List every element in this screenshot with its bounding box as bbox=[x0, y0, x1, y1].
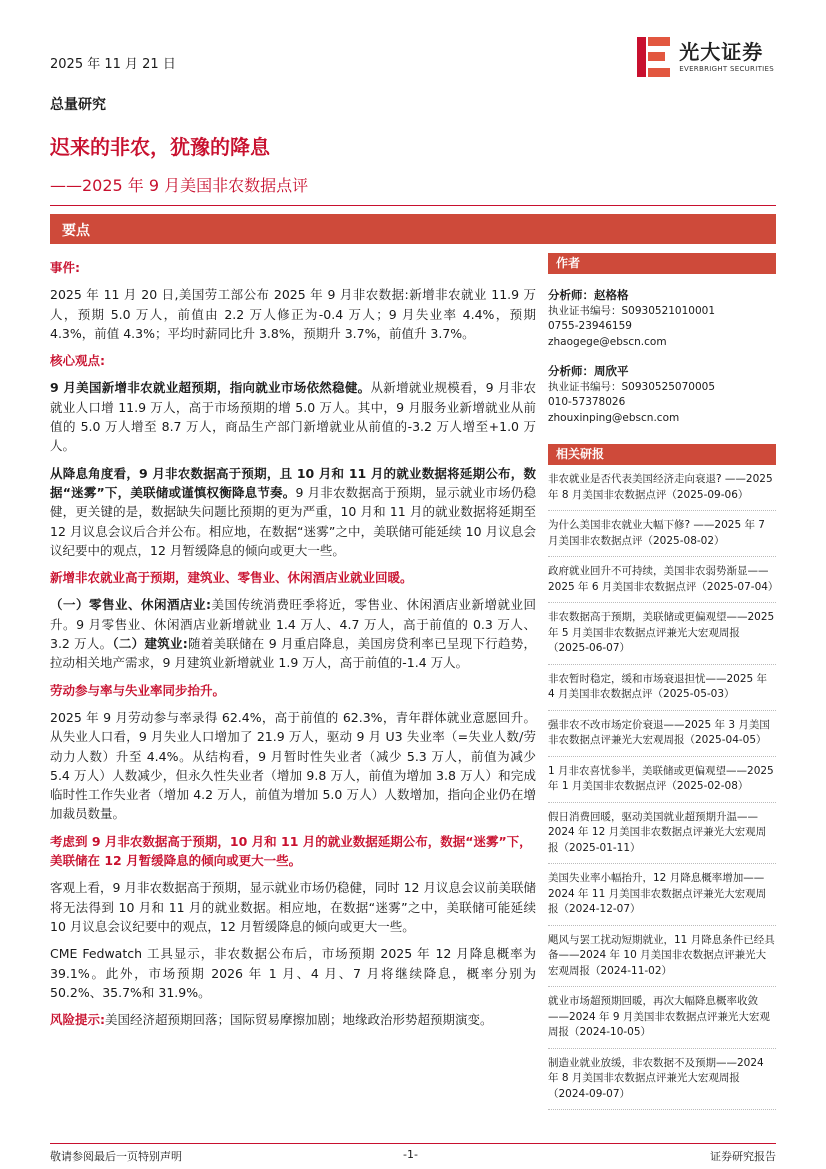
related-report-item[interactable]: 政府就业回升不可持续，美国非农弱势渐显——2025 年 6 月美国非农数据点评（2025-07-04） bbox=[548, 557, 776, 603]
analyst-name: 分析师：赵格格 bbox=[548, 288, 629, 302]
report-category: 总量研究 bbox=[50, 97, 106, 113]
key-points-label: 要点 bbox=[62, 223, 90, 239]
section-heading-1: 新增非农就业高于预期，建筑业、零售业、休闲酒店业就业回暖。 bbox=[50, 570, 413, 586]
related-report-item[interactable]: 非农数据高于预期，美联储或更偏观望——2025 年 5 月美国非农数据点评兼光大宏观周报（2025-06-07） bbox=[548, 603, 776, 665]
paragraph-2-body: 9 月非农数据高于预期，显示就业市场仍稳健，更关键的是，数据缺失问题比预期的更为严重，10 月和 11 月的就业数据将延期至 12 月议息会议后合并公布。相应地，在数据“迷雾”之中，美联储可能延续 10 月议息会议纪要中的观点，12 月暂缓降息的倾向或更大一些。 bbox=[50, 484, 536, 558]
paragraph-3-body-1: 美国传统消费旺季将近，零售业、休闲酒店业新增就业回升。9 月零售业、休闲酒店业新增就业 1.4 万人、4.7 万人，高于前值的 0.3 万人、3.2 万人。 bbox=[50, 597, 536, 652]
company-logo bbox=[637, 37, 774, 77]
footer-doc-type: 证券研究报告 bbox=[710, 1150, 776, 1163]
report-date: 2025 年 11 月 21 日 bbox=[50, 57, 176, 72]
paragraph-2 bbox=[50, 464, 536, 560]
related-report-item[interactable]: 强非农不改市场定价衰退——2025 年 3 月美国非农数据点评兼光大宏观周报（2025-04-05） bbox=[548, 711, 776, 757]
related-report-item[interactable]: 美国失业率小幅抬升，12 月降息概率增加——2024 年 11 月美国非农数据点评兼光大宏观周报（2024-12-07） bbox=[548, 864, 776, 926]
logo-en-text: EVERBRIGHT SECURITIES bbox=[679, 65, 774, 73]
core-heading: 核心观点: bbox=[50, 353, 105, 369]
analyst-cert: 执业证书编号：S0930525070005 bbox=[548, 380, 716, 393]
event-heading: 事件: bbox=[50, 260, 80, 275]
paragraph-5: 客观上看，9 月非农数据高于预期，显示就业市场仍稳健，同时 12 月议息会议前美联储将无法得到 10 月和 11 月的就业数据。相应地，在数据“迷雾”之中，美联储可能延续 10 月议息会议纪要中的观点，12 月暂缓降息的倾向或更大一些。 bbox=[50, 880, 536, 934]
analyst-phone: 0755-23946159 bbox=[548, 320, 632, 332]
logo-mark-icon bbox=[637, 37, 671, 77]
analyst-email[interactable]: zhaogege@ebscn.com bbox=[548, 335, 667, 348]
paragraph-1-lead: 9 月美国新增非农就业超预期，指向就业市场依然稳健。 bbox=[50, 380, 371, 396]
analyst-name: 分析师：周欣平 bbox=[548, 364, 629, 378]
report-subtitle: ——2025 年 9 月美国非农数据点评 bbox=[50, 176, 309, 195]
related-report-item[interactable]: 1 月非农喜忧参半，美联储或更偏观望——2025 年 1 月美国非农数据点评（2025-02-08） bbox=[548, 757, 776, 803]
key-points-banner bbox=[50, 214, 776, 244]
related-reports bbox=[548, 444, 779, 1110]
header-divider bbox=[50, 205, 776, 206]
related-heading: 相关研报 bbox=[548, 444, 776, 465]
paragraph-2-lead: 从降息角度看，9 月非农数据高于预期，且 10 月和 11 月的就业数据将延期公布，数据“迷雾”下，美联储或谨慎权衡降息节奏。 bbox=[50, 465, 536, 500]
risk-paragraph bbox=[50, 1010, 536, 1029]
paragraph-3-lead-2: （二）建筑业: bbox=[112, 636, 188, 652]
paragraph-4: 2025 年 9 月劳动参与率录得 62.4%，高于前值的 62.3%，青年群体就业意愿回升。从失业人口看，9 月失业人口增加了 21.9 万人，驱动 9 月 U3 失业率（=失业人数/劳动力人数）升至 4.4%。从结构看，9 月暂时性失业者（减少 5.3 万人，前值为减少 5.4 万人）人数减少，但永久性失业者（增加 9.8 万人，前值为增加 3.8 万人）和完成临时性工作失业者（增加 4.2 万人，前值为增加 5.0 万人）人数增加，指向企业仍在增加裁员数量。 bbox=[50, 709, 536, 822]
risk-label: 风险提示: bbox=[50, 1012, 105, 1028]
analyst-email[interactable]: zhouxinping@ebscn.com bbox=[548, 411, 680, 424]
section-heading-2: 劳动参与率与失业率同步抬升。 bbox=[50, 682, 226, 698]
related-report-item[interactable]: 非农就业是否代表美国经济走向衰退? ——2025 年 8 月美国非农数据点评（2025-09-06） bbox=[548, 465, 776, 511]
page-number: -1- bbox=[403, 1148, 418, 1161]
paragraph-3 bbox=[50, 595, 536, 672]
related-report-item[interactable]: 制造业就业放缓，非农数据不及预期——2024 年 8 月美国非农数据点评兼光大宏观周报（2024-09-07） bbox=[548, 1049, 776, 1111]
paragraph-1 bbox=[50, 378, 536, 455]
paragraph-6: CME Fedwatch 工具显示，非农数据公布后，市场预期 2025 年 12 月降息概率为 39.1%。此外，市场预期 2026 年 1 月、4 月、7 月将继续降息，概率分别为 50.2%、35.7%和 31.9%。 bbox=[50, 946, 536, 1000]
related-report-item[interactable]: 非农暂时稳定，缓和市场衰退担忧——2025 年 4 月美国非农数据点评（2025-05-03） bbox=[548, 665, 776, 711]
related-report-item[interactable]: 就业市场超预期回暖，再次大幅降息概率收敛——2024 年 9 月美国非农数据点评兼光大宏观周报（2024-10-05） bbox=[548, 987, 776, 1049]
paragraph-3-lead-1: （一）零售业、休闲酒店业: bbox=[50, 597, 211, 613]
report-title: 迟来的非农，犹豫的降息 bbox=[50, 135, 270, 159]
section-heading-3: 考虑到 9 月非农数据高于预期，10 月和 11 月的就业数据延期公布，数据“迷雾”下，美联储在 12 月暂缓降息的倾向或更大一些。 bbox=[50, 833, 532, 869]
paragraph-3-body-2: 随着美联储在 9 月重启降息，美国房贷利率已呈现下行趋势，拉动相关地产需求，9 月建筑业新增就业 1.9 万人，高于前值的-1.4 万人。 bbox=[50, 636, 536, 671]
analyst-phone: 010-57378026 bbox=[548, 396, 626, 408]
related-report-item[interactable]: 为什么美国非农就业大幅下修? ——2025 年 7 月美国非农数据点评（2025-08-02） bbox=[548, 511, 776, 557]
sidebar bbox=[548, 253, 779, 1110]
footer-divider bbox=[50, 1143, 776, 1144]
related-report-item[interactable]: 飓风与罢工扰动短期就业，11 月降息条件已经具备——2024 年 10 月美国非农数据点评兼光大宏观周报（2024-11-02） bbox=[548, 926, 776, 988]
main-content bbox=[50, 258, 536, 1037]
analyst-card bbox=[548, 364, 776, 426]
event-paragraph: 2025 年 11 月 20 日,美国劳工部公布 2025 年 9 月非农数据:新增非农就业 11.9 万人，预期 5.0 万人，前值由 2.2 万人修正为-0.4 万人；9 月失业率 4.4%，预期 4.3%，前值 4.3%；平均时薪同比升 3.8%，预期升 3.7%，前值升 3.7%。 bbox=[50, 287, 536, 341]
analyst-card bbox=[548, 288, 776, 350]
footer-disclaimer: 敬请参阅最后一页特别声明 bbox=[50, 1150, 182, 1163]
risk-text: 美国经济超预期回落；国际贸易摩擦加剧；地缘政治形势超预期演变。 bbox=[105, 1012, 493, 1028]
paragraph-1-body: 从新增就业规模看，9 月非农就业人口增 11.9 万人，高于市场预期的增 5.0 万人。其中，9 月服务业新增就业从前值的 5.0 万人增至 8.7 万人，商品生产部门新增就业从前值的-3.2 万人增至+1.0 万人。 bbox=[50, 380, 536, 454]
analyst-cert: 执业证书编号：S0930521010001 bbox=[548, 304, 716, 317]
author-heading: 作者 bbox=[548, 253, 776, 274]
logo-cn-text: 光大证券 bbox=[679, 40, 764, 64]
related-report-item[interactable]: 假日消费回暖，驱动美国就业超预期升温——2024 年 12 月美国非农数据点评兼光大宏观周报（2025-01-11） bbox=[548, 803, 776, 865]
